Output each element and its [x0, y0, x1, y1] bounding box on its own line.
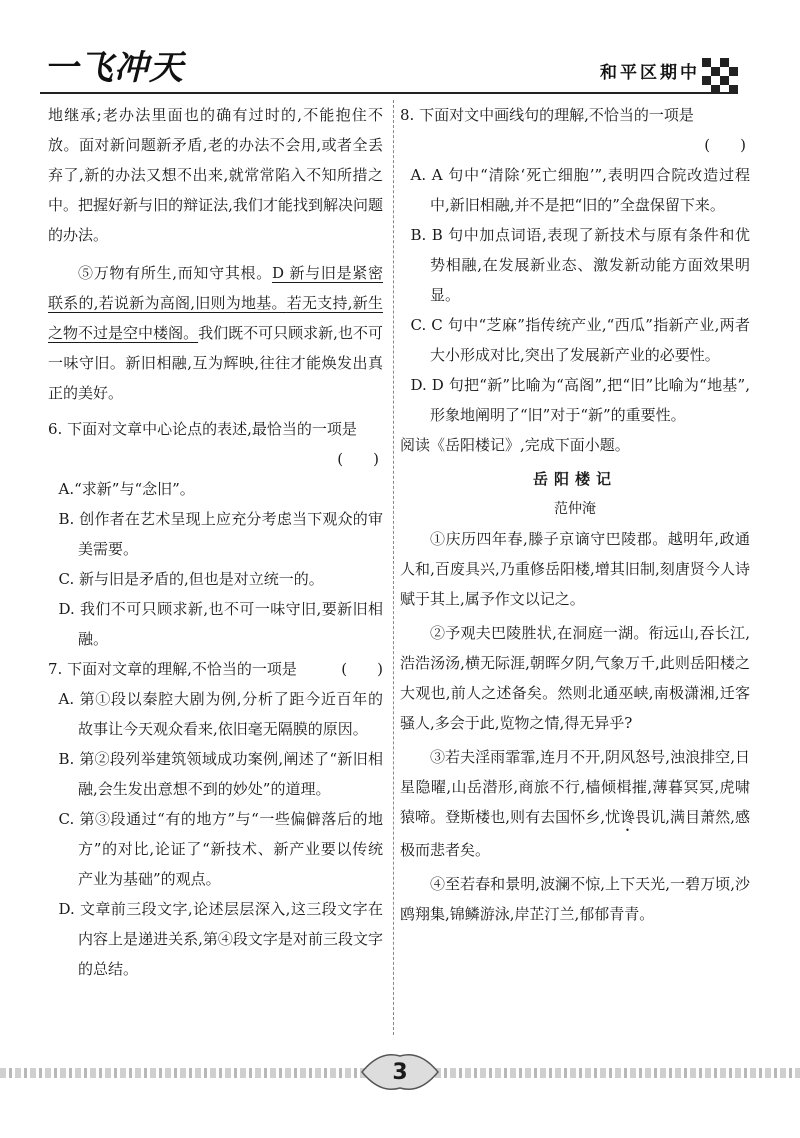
q7-option-a: A. 第①段以秦腔大剧为例,分析了距今近百年的故事让今天观众看来,依旧毫无隔膜的原因。 [58, 690, 383, 738]
q8-option-c: C. C 句中“芝麻”指传统产业,“西瓜”指新产业,两者大小形成对比,突出了发展新产业的必要性。 [410, 316, 750, 364]
page-header [0, 0, 800, 96]
q7-option-d: D. 文章前三段文字,论述层层深入,这三段文字在内容上是递进关系,第④段文字是对前三段文字的总结。 [58, 900, 383, 978]
column-divider [393, 100, 394, 1035]
paragraph-4-end: 地继承;老办法里面也的确有过时的,不能抱住不放。面对新问题新矛盾,老的办法不会用,或者全丢弃了,新的办法又想不出来,就常常陷入不知所措之中。把握好新与旧的辩证法,我们才能找到解决问题的办法。 [48, 106, 383, 244]
para3-text-b: 畏讥,满目萧然,感极而悲者矣。 [400, 808, 750, 859]
para5-text-c: 我们既不可只顾求新,也不可一味守旧。新旧相融,互为辉映,往往才能焕发出真正的美好。 [48, 324, 383, 402]
exam-tag: 和平区期中 [600, 63, 700, 83]
classic-paragraph-4: ④至若春和景明,波澜不惊,上下天光,一碧万顷,沙鸥翔集,锦鳞游泳,岸芷汀兰,郁郁青青。 [400, 875, 750, 923]
classic-paragraph-1: ①庆历四年春,滕子京谪守巴陵郡。越明年,政通人和,百废具兴,乃重修岳阳楼,增其旧制,刻唐贤今人诗赋于其上,属予作文以记之。 [400, 530, 750, 608]
classic-paragraph-3 [400, 742, 750, 865]
right-column [400, 100, 750, 929]
left-column [48, 100, 383, 984]
q6-option-b: B. 创作者在艺术呈现上应充分考虑当下观众的审美需要。 [58, 510, 383, 558]
para5-text-a: ⑤万物有所生,而知守其根。 [78, 264, 272, 282]
question-6: 6. 下面对文章中心论点的表述,最恰当的一项是 [48, 420, 357, 438]
q6-option-a: A.“求新”与“念旧”。 [58, 480, 195, 498]
poem-title: 岳阳楼记 [532, 470, 617, 488]
q8-option-d: D. D 句把“新”比喻为“高阁”,把“旧”比喻为“地基”,形象地阐明了“旧”对于“新”的重要性。 [410, 376, 750, 424]
q8-option-b: B. B 句中加点词语,表现了新技术与原有条件和优势相融,在发展新业态、激发新动能方面效果明显。 [410, 226, 750, 304]
header-rule [40, 92, 736, 94]
page-footer [0, 1028, 800, 1138]
checker-pattern-icon [702, 58, 738, 94]
dotted-character: 谗 [620, 808, 636, 826]
q6-option-d: D. 我们不可只顾求新,也不可一味守旧,要新旧相融。 [58, 600, 383, 648]
underlined-sentence-d: D 新与旧是紧密联系的,若说新为高阁,旧则为地基。 [48, 264, 383, 312]
para3-text-a: ③若夫淫雨霏霏,连月不开,阴风怒号,浊浪排空,日星隐曜,山岳潜形,商旅不行,樯倾楫摧,薄暮冥冥,虎啸猿啼。登斯楼也,则有去国怀乡,忧 [400, 748, 750, 826]
question-8: 8. 下面对文中画线句的理解,不恰当的一项是 [400, 106, 694, 124]
question-7-row [48, 654, 383, 684]
para5-text-b: 若无支持,新生之物不过是空中楼阁。 [48, 294, 383, 342]
poem-author: 范仲淹 [554, 501, 596, 517]
answer-bracket-8: ( ) [704, 136, 746, 154]
answer-bracket-6: ( ) [337, 450, 379, 468]
q7-option-c: C. 第③段通过“有的地方”与“一些偏僻落后的地方”的对比,论证了“新技术、新产业要以传统产业为基础”的观点。 [58, 810, 383, 888]
question-7: 7. 下面对文章的理解,不恰当的一项是 [48, 660, 297, 678]
reading-intro: 阅读《岳阳楼记》,完成下面小题。 [400, 436, 630, 454]
q6-option-c: C. 新与旧是矛盾的,但也是对立统一的。 [58, 570, 324, 588]
brand-logo: 一飞冲天 [44, 48, 184, 88]
paragraph-5 [48, 258, 383, 408]
classic-paragraph-2: ②予观夫巴陵胜状,在洞庭一湖。衔远山,吞长江,浩浩汤汤,横无际涯,朝晖夕阴,气象万千,此则岳阳楼之大观也,前人之述备矣。然则北通巫峡,南极潇湘,迁客骚人,多会于此,览物之情,得无异乎? [400, 624, 750, 732]
q7-option-b: B. 第②段列举建筑领域成功案例,阐述了“新旧相融,会生发出意想不到的妙处”的道理。 [58, 750, 383, 798]
answer-bracket-7: ( ) [341, 660, 383, 678]
q8-option-a: A. A 句中“清除‘死亡细胞’”,表明四合院改造过程中,新旧相融,并不是把“旧的”全盘保留下来。 [410, 166, 750, 214]
page-number-badge [360, 1048, 440, 1096]
page-number: 3 [392, 1059, 408, 1085]
